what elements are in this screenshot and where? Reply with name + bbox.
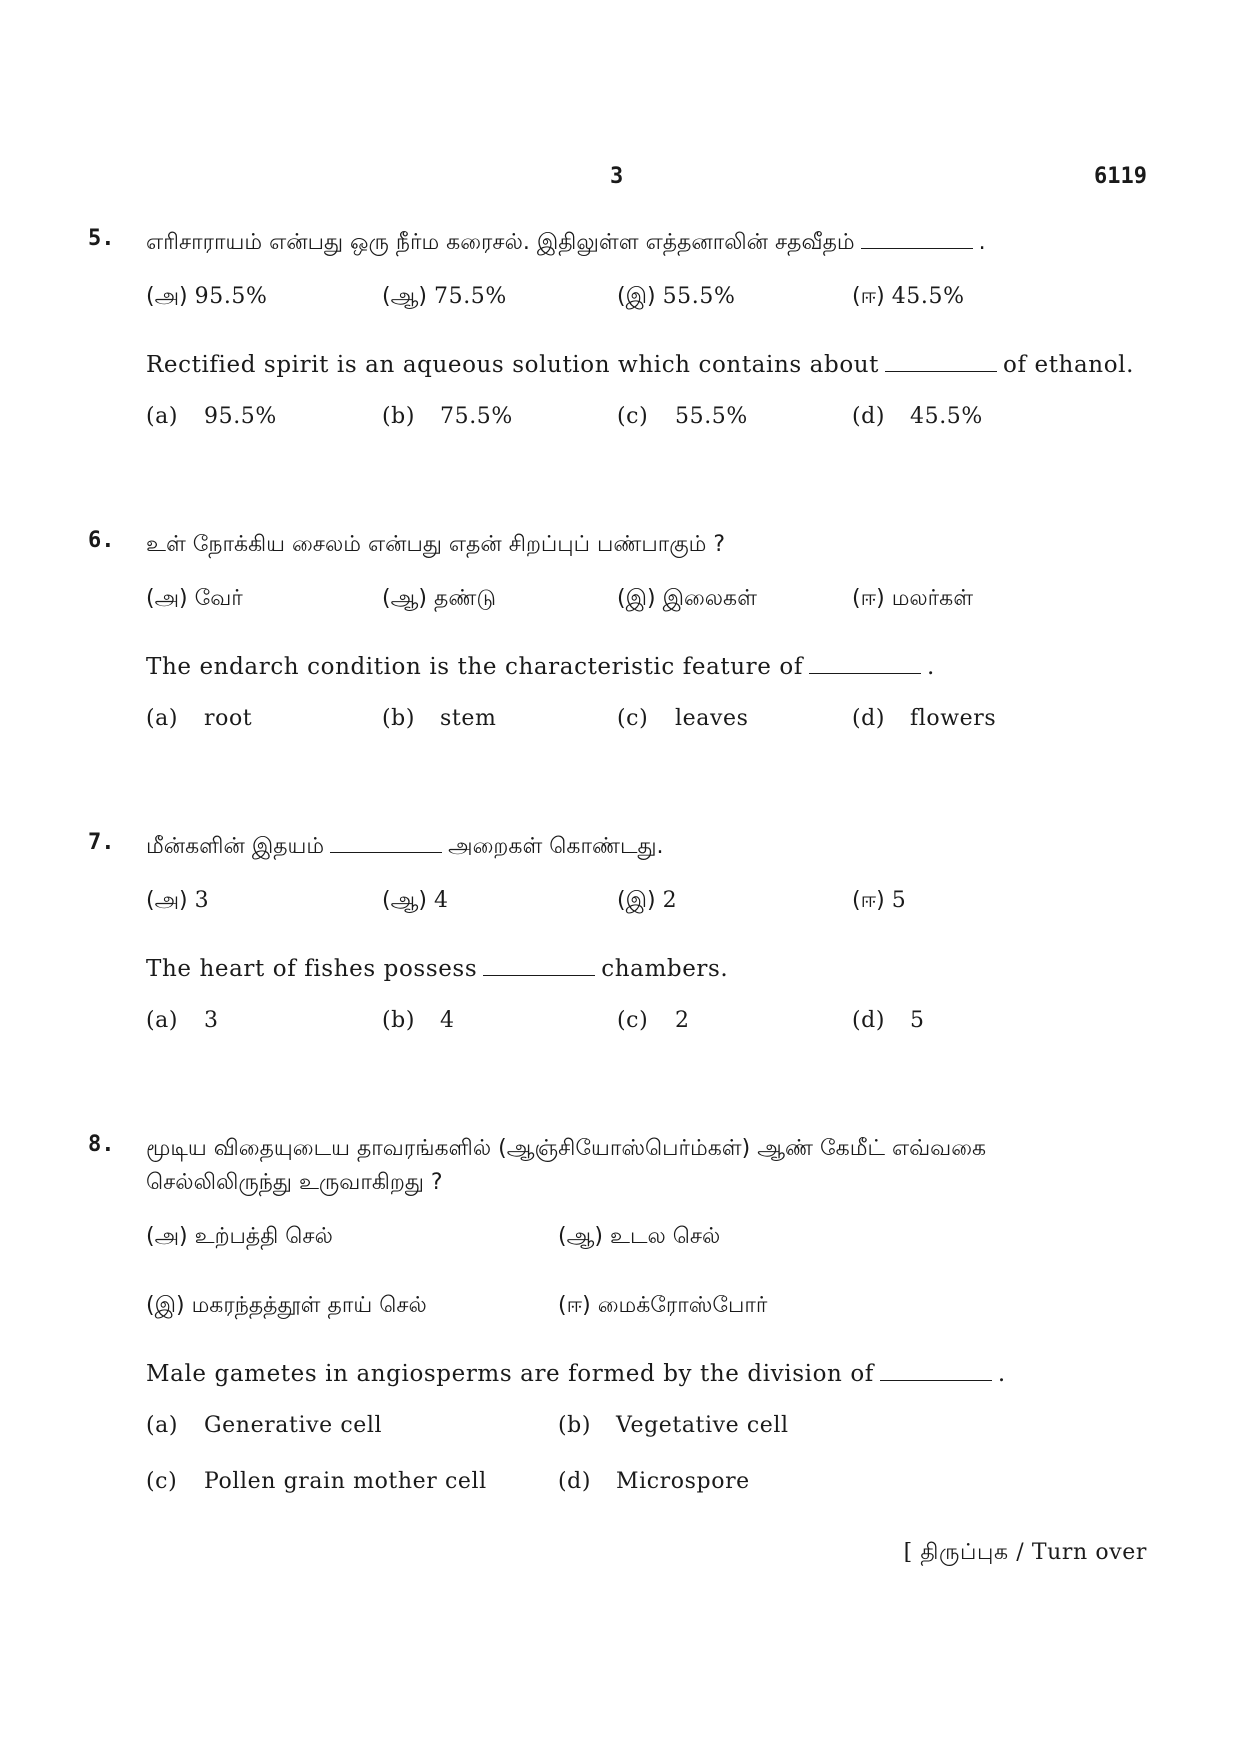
option: (a) 3 xyxy=(146,1008,219,1033)
question-number: 5. xyxy=(88,226,115,251)
option: (c) leaves xyxy=(617,706,749,731)
question-7 xyxy=(88,830,1148,1042)
option: (ஈ) மைக்ரோஸ்போர் xyxy=(558,1293,768,1318)
option: (ஈ) 45.5% xyxy=(852,284,965,309)
option: (ஈ) மலர்கள் xyxy=(852,586,974,611)
option: (அ) 3 xyxy=(146,888,210,913)
option: (ஆ) 4 xyxy=(382,888,449,913)
option: (d) 5 xyxy=(852,1008,925,1033)
question-text: The heart of fishes possess xyxy=(146,956,478,982)
answer-blank xyxy=(880,1358,992,1381)
option: (ஆ) உடல செல் xyxy=(558,1224,721,1249)
option: (b) 75.5% xyxy=(382,404,513,429)
question-text: மீன்களின் இதயம் xyxy=(146,834,325,859)
option: (d) 45.5% xyxy=(852,404,983,429)
question-tamil-line-1: மூடிய விதையுடைய தாவரங்களில் (ஆஞ்சியோஸ்பெர்ம்கள்) ஆண் கேமீட் எவ்வகை xyxy=(146,1136,987,1161)
paper-code: 6119 xyxy=(1094,164,1147,189)
option: (b) Vegetative cell xyxy=(558,1413,789,1438)
question-tamil xyxy=(146,830,1148,864)
question-text: . xyxy=(926,654,935,680)
option: (இ) மகரந்தத்தூள் தாய் செல் xyxy=(146,1293,427,1318)
question-english xyxy=(146,1357,1148,1391)
tamil-options-row-2 xyxy=(146,1293,1148,1327)
option: (ஈ) 5 xyxy=(852,888,907,913)
question-text: Male gametes in angiosperms are formed by the division of xyxy=(146,1361,874,1387)
tamil-options xyxy=(146,888,1148,922)
answer-blank xyxy=(483,953,595,976)
question-english xyxy=(146,952,1148,986)
turn-over-note: [ திருப்புக / Turn over xyxy=(903,1540,1147,1565)
answer-blank xyxy=(330,830,442,853)
question-5 xyxy=(88,226,1148,438)
option: (a) Generative cell xyxy=(146,1413,383,1438)
question-tamil xyxy=(146,226,1148,260)
option: (c) 2 xyxy=(617,1008,690,1033)
question-8 xyxy=(88,1132,1148,1503)
question-text: . xyxy=(997,1361,1006,1387)
option: (c) Pollen grain mother cell xyxy=(146,1469,487,1494)
tamil-options xyxy=(146,284,1148,318)
option: (இ) 2 xyxy=(617,888,678,913)
option: (அ) வேர் xyxy=(146,586,243,611)
question-english xyxy=(146,650,1148,684)
english-options-row-1 xyxy=(146,1413,1148,1447)
question-text: Rectified spirit is an aqueous solution which contains about xyxy=(146,352,880,378)
page-number: 3 xyxy=(610,164,624,189)
question-text: chambers. xyxy=(601,956,729,982)
question-6 xyxy=(88,528,1148,740)
option: (அ) 95.5% xyxy=(146,284,268,309)
option: (b) stem xyxy=(382,706,497,731)
question-text: அறைகள் கொண்டது. xyxy=(448,834,664,859)
option: (a) 95.5% xyxy=(146,404,277,429)
option: (b) 4 xyxy=(382,1008,455,1033)
question-number: 7. xyxy=(88,830,115,855)
question-tamil: உள் நோக்கிய சைலம் என்பது எதன் சிறப்புப் பண்பாகும் ? xyxy=(146,532,726,557)
english-options xyxy=(146,404,1148,438)
option: (ஆ) தண்டு xyxy=(382,586,496,611)
question-number: 8. xyxy=(88,1132,115,1157)
option: (d) flowers xyxy=(852,706,997,731)
question-tamil-line-2: செல்லிலிருந்து உருவாகிறது ? xyxy=(146,1170,443,1195)
option: (இ) 55.5% xyxy=(617,284,736,309)
tamil-options-row-1 xyxy=(146,1224,1148,1258)
tamil-options xyxy=(146,586,1148,620)
answer-blank xyxy=(861,226,973,249)
option: (ஆ) 75.5% xyxy=(382,284,507,309)
question-number: 6. xyxy=(88,528,115,553)
english-options xyxy=(146,706,1148,740)
option: (d) Microspore xyxy=(558,1469,750,1494)
english-options xyxy=(146,1008,1148,1042)
question-text: . xyxy=(978,230,986,255)
answer-blank xyxy=(809,651,921,674)
option: (a) root xyxy=(146,706,253,731)
english-options-row-2 xyxy=(146,1469,1148,1503)
question-text: The endarch condition is the characteristic feature of xyxy=(146,654,803,680)
question-text: of ethanol. xyxy=(1003,352,1135,378)
question-text: எரிசாராயம் என்பது ஒரு நீர்ம கரைசல். இதிலுள்ள எத்தனாலின் சதவீதம் xyxy=(146,230,855,255)
option: (இ) இலைகள் xyxy=(617,586,757,611)
answer-blank xyxy=(885,349,997,372)
option: (c) 55.5% xyxy=(617,404,748,429)
question-english xyxy=(146,348,1148,382)
option: (அ) உற்பத்தி செல் xyxy=(146,1224,333,1249)
